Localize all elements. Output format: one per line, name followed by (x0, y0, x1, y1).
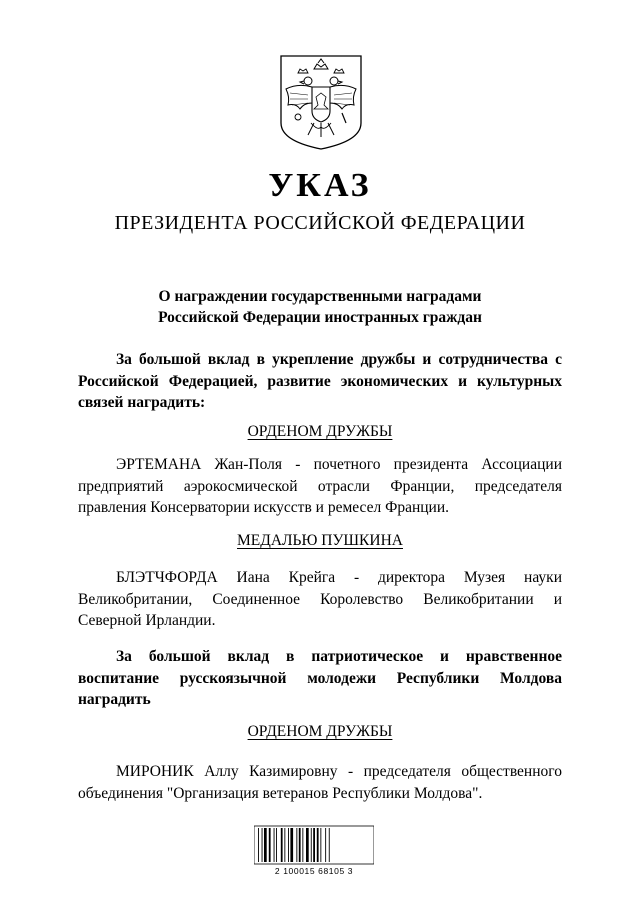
intro-paragraph-1: За большой вклад в укрепление дружбы и сотрудничества с Российской Федерацией, развитие экономических и культурных связей наградить: (78, 351, 562, 411)
document-title: УКАЗ (268, 167, 372, 204)
double-headed-eagle-icon (278, 53, 364, 151)
barcode-bar (269, 828, 271, 862)
award-heading-1 (0, 422, 640, 442)
barcode-bar (288, 828, 289, 862)
barcode-bar (274, 828, 275, 862)
barcode-bar (320, 828, 321, 862)
award-heading-2 (0, 531, 640, 551)
award-heading-3 (0, 722, 640, 742)
heading-line-1: О награждении государственными наградами (158, 288, 482, 305)
barcode-bar (258, 828, 259, 862)
barcode-bar (290, 828, 293, 862)
intro-paragraph-2: За большой вклад в патриотическое и нравственное воспитание русскоязычной молодежи Республики Молдова наградить (78, 648, 562, 708)
award-label: ОРДЕНОМ ДРУЖБЫ (247, 723, 393, 740)
barcode-bar (311, 828, 312, 862)
award-label: ОРДЕНОМ ДРУЖБЫ (247, 423, 393, 440)
barcode-bar (299, 828, 301, 862)
recipient-paragraph-3: МИРОНИК Аллу Казимировну - председателя общественного объединения "Организация ветеранов Республики Молдова". (78, 763, 562, 802)
heading-line-2: Российской Федерации иностранных граждан (158, 309, 482, 326)
document-subtitle: ПРЕЗИДЕНТА РОССИЙСКОЙ ФЕДЕРАЦИИ (114, 212, 526, 234)
barcode-bar (313, 828, 315, 862)
barcode-bar (306, 828, 309, 862)
barcode-bar (325, 828, 326, 862)
barcode-bar (317, 828, 319, 862)
barcode-bar (264, 828, 267, 862)
recipient-paragraph-1: ЭРТЕМАНА Жан-Поля - почетного президента Ассоциации предприятий аэрокосмической отрасли Франции, председателя правления Консерватории искусств и ремесел Франции. (78, 456, 562, 516)
barcode (254, 818, 374, 868)
barcode-bar (329, 828, 330, 862)
barcode-bar (296, 828, 297, 862)
barcode-number: 2 100015 68105 3 (274, 866, 354, 876)
barcode-bar (284, 828, 285, 862)
barcode-bar (302, 828, 303, 862)
barcode-bar (262, 828, 263, 862)
barcode-bar (281, 828, 283, 862)
barcode-bar (276, 828, 277, 862)
recipient-paragraph-2: БЛЭТЧФОРДА Иана Крейга - директора Музея науки Великобритании, Соединенное Королевство Великобритании и Северной Ирландии. (78, 569, 562, 629)
decree-heading (0, 286, 640, 328)
award-label: МЕДАЛЬЮ ПУШКИНА (237, 532, 403, 549)
